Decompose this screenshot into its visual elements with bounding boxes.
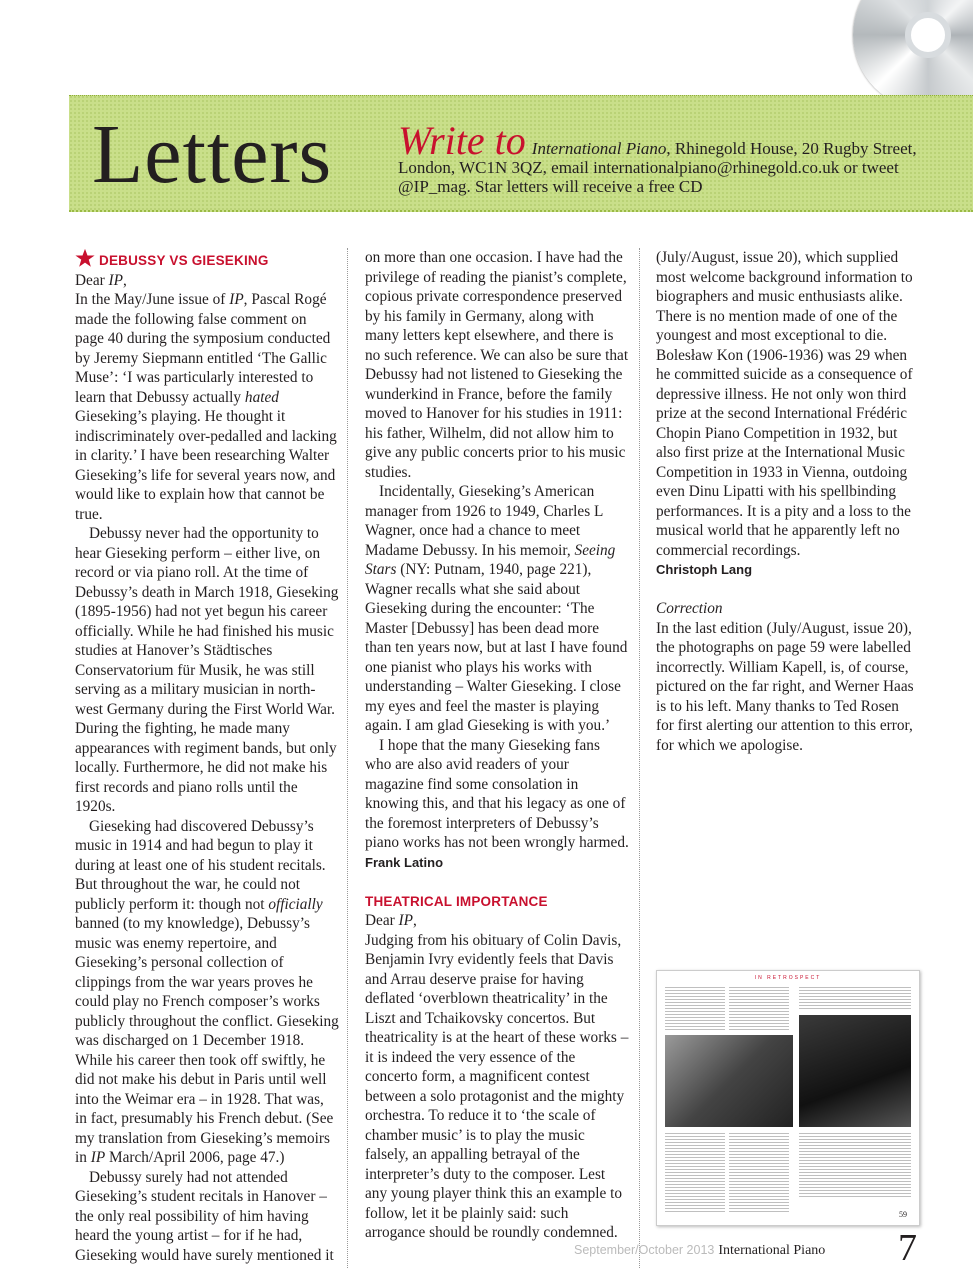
write-to-label: Write to	[398, 118, 526, 163]
letter2-salutation: Dear IP,	[365, 912, 417, 929]
column-3-flow	[656, 248, 920, 755]
letter3-signature: Christoph Lang	[656, 562, 753, 577]
letter1-para-1: In the May/June issue of IP, Pascal Rogé made the following false comment on page 40 during the symposium conducted by Jeremy Siepmann entitled ‘The Gallic Muse’: ‘I was particularly interested to learn that Debussy actually hated Gieseking’s playing. He thought it indiscriminately over-pedalled and lacking in clarity.’ I have been researching Walter Gieseking’s life for several years now, and would like to explain how that cannot be true.	[75, 291, 337, 523]
thumbnail-page-number: 59	[899, 1210, 907, 1219]
letter1-para-4: on more than one occasion. I have had the privilege of reading the pianist’s complete, copious private correspondence preserved by his family in Germany, along with many letters kept elsewhere, and there is no such reference. We can also be sure that Debussy had not listened to Gieseking the wunderkind in France, before the family moved to Hanover for his studies in 1911: his father, Wilhelm, did not allow him to give any public concerts prior to his music studies.	[365, 249, 629, 481]
page-footer	[574, 1242, 825, 1259]
thumbnail-text-block	[665, 1133, 725, 1213]
letter1-heading-text: DEBUSSY VS GIESEKING	[99, 253, 269, 268]
letter2-para-1: Judging from his obituary of Colin Davis, Benjamin Ivry evidently feels that Davis and Arrau deserve praise for having deflated ‘overblown theatricality’ in the Liszt and Tchaikovsky concertos. But theatricality is at the heart of these works – it is indeed the very essence of the concerto form, a magnificent contest between a solo protagonist and the mighty orchestra. To reduce it to ‘the scale of chamber music’ is to play the music falsely, an appalling betrayal of the interpreter’s duty to the composer. Lest any young player think this an example to follow, let it be plainly said: such arrogance should be roundly condemned.	[365, 931, 629, 1241]
column-2	[365, 248, 629, 1263]
letter1-para-3: Gieseking had discovered Debussy’s music in 1914 and had begun to play it during at least one of his student recitals. But throughout the war, he could not publicly perform it: though not officially banned (to my knowledge), Debussy’s music was enemy repertoire, and Gieseking’s personal collection of clippings from the war years proves he could play no French composer’s works publicly throughout the conflict. Gieseking was discharged on 1 December 1918. While his career then took off swiftly, he did not make his debut in Paris until well into the Weimar era – in 1928. That was, in fact, presumably his French debut. (See my translation from Gieseking’s memoirs in IP March/April 2006, page 47.)	[75, 817, 339, 1166]
column-divider	[347, 248, 348, 1268]
cd-graphic	[853, 0, 973, 110]
magazine-name: International Piano	[531, 139, 667, 158]
header-bottom-rule	[69, 210, 973, 212]
thumbnail-text-block	[799, 1133, 911, 1199]
spacer	[365, 872, 629, 892]
cd-hole	[905, 12, 951, 58]
footer-magazine: International Piano	[718, 1243, 826, 1258]
write-to-block	[398, 118, 958, 196]
thumbnail-photo-pianist	[799, 1015, 911, 1127]
star-icon	[75, 248, 95, 268]
header-top-rule	[69, 95, 973, 96]
letter3-para-1: (July/August, issue 20), which supplied most welcome background information to biographers and music enthusiasts alike. There is no mention made of one of the youngest and most exceptional to die. Bolesław Kon (1906-1936) was 29 when he committed suicide as a consequence of depressive illness. He not only won third prize at the second International Frédéric Chopin Piano Competition in 1932, but also first prize at the International Music Competition in 1933 in Vienna, outdoing even Dinu Lipatti with his spellbinding performances. It is a pity and a loss to the musical world that he apparently left no commercial recordings.	[656, 249, 913, 559]
correction-heading: Correction	[656, 600, 723, 617]
letter1-para-5: Incidentally, Gieseking’s American manager from 1926 to 1949, Charles L Wagner, once had a chance to meet Madame Debussy. In his memoir, Seeing Stars (NY: Putnam, 1940, page 221), Wagner recalls what she said about Gieseking during the encounter: ‘The Master [Debussy] has been dead more than ten years now, but at last I have found one pianist who plays his works with understanding – Walter Gieseking. I close my eyes and feel the master is playing again. I am glad Gieseking is with you.’	[365, 483, 628, 734]
thumbnail-text-block	[799, 987, 911, 1011]
thumbnail-text-block	[729, 987, 789, 1031]
column-divider	[639, 248, 640, 1268]
letter1-para-6: I hope that the many Gieseking fans who are also avid readers of your magazine find some consolation in knowing this, and that his legacy as one of the foremost interpreters of Debussy’s piano works has not been wrongly harmed.	[365, 736, 629, 851]
spacer	[656, 580, 920, 600]
letter1-signature: Frank Latino	[365, 854, 444, 870]
letter1-para-4-start: Debussy surely had not attended Gieseking’s student recitals in Hanover – the only real possibility of him having heard the young artist – for if he had, Gieseking would have surely mentioned it	[75, 1168, 334, 1264]
column-2-flow	[365, 248, 629, 1243]
column-1	[75, 248, 339, 1266]
thumbnail-photo-pianist	[665, 1035, 793, 1127]
thumbnail-text-block	[665, 987, 725, 1031]
correction-text: In the last edition (July/August, issue 20), the photographs on page 59 were labelled incorrectly. William Kapell, is, of course, pictured on the far right, and Werner Haas is to his left. Many thanks to Ted Rosen for first alerting our attention to this error, for which we apologise.	[656, 619, 914, 754]
page-title: Letters	[92, 108, 333, 201]
write-to-address: , Rhinegold House, 20 Rugby Street, London, WC1N 3QZ, email internationalpiano@rhinegold.co.uk or tweet @IP_mag. Star letters will receive a free CD	[398, 139, 917, 196]
page-number: 7	[898, 1227, 917, 1269]
letter2-heading: THEATRICAL IMPORTANCE	[365, 893, 548, 909]
thumbnail-previous-issue-page	[656, 970, 920, 1226]
letter1-salutation: Dear IP,	[75, 271, 127, 289]
issue-date: September/October 2013	[574, 1243, 715, 1257]
letter1-para-2: Debussy never had the opportunity to hear Gieseking perform – either live, on record or via piano roll. At the time of Debussy’s death in March 1918, Gieseking (1895-1956) had not yet begun his career officially. While he had finished his music studies at Hanover’s Städtisches Conservatorium für Musik, he was still serving as a military musician in north-west Germany during the First World War. During the fighting, he made many appearances with regiment bands, but only locally. Furthermore, he did not make his first records and piano rolls until the 1920s.	[75, 525, 339, 815]
thumbnail-text-block	[729, 1133, 789, 1213]
letters-header	[69, 95, 973, 212]
letter1-heading	[75, 248, 339, 271]
column-3	[656, 248, 920, 968]
thumbnail-section-title: IN RETROSPECT	[754, 975, 822, 981]
